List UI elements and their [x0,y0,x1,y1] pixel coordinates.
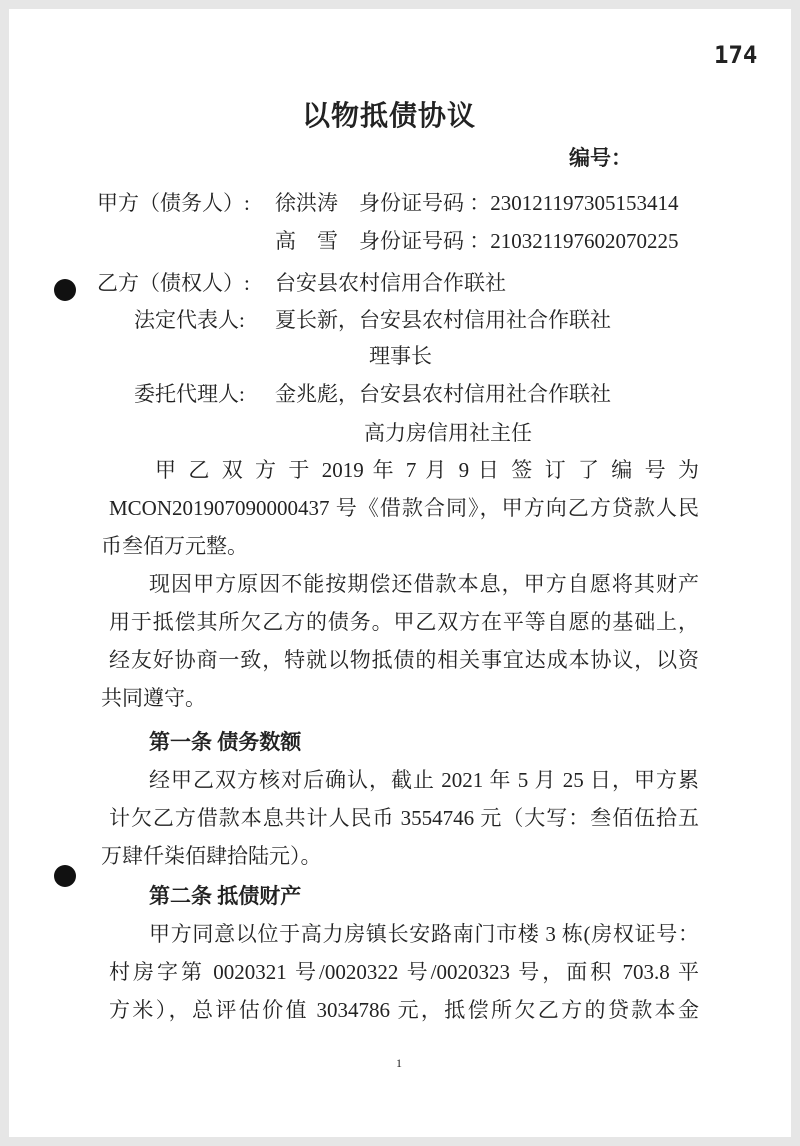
agent-label: 委托代理人: [134,382,245,406]
legal-rep-label: 法定代表人: [134,308,245,332]
page-stamp: 174 [714,41,758,69]
debtor1-name: 徐洪涛 [275,191,338,215]
party-b-name: 台安县农村信用合作联社 [275,271,506,295]
paragraph-line: 经友好协商一致，特就以物抵债的相关事宜达成本协议，以资 [109,648,699,672]
paragraph-line: 村房字第 0020321 号/0020322 号/0020323 号，面积 703.8 平 [109,960,699,984]
document-title: 以物抵债协议 [302,101,477,132]
binder-hole [54,865,76,887]
debtor2-name: 高 雪 [275,229,338,253]
debtor2-id: 身份证号码 ：210321197602070225 [359,229,679,253]
paragraph-line: 现因甲方原因不能按期偿还借款本息，甲方自愿将其财产 [149,572,699,596]
legal-rep-value: 夏长新，台安县农村信用社合作联社 [275,308,611,332]
party-a-label: 甲方（债务人）: [97,191,250,215]
document-page [9,9,791,1137]
legal-rep-title: 理事长 [369,344,432,368]
article-1-heading: 第一条 债务数额 [149,730,302,754]
agent-value: 金兆彪，台安县农村信用社合作联社 [275,382,611,406]
footer-page-number: 1 [396,1056,402,1070]
article-2-heading: 第二条 抵债财产 [149,884,302,908]
agent-title: 高力房信用社主任 [364,421,532,445]
paragraph-line: 共同遵守。 [101,686,206,710]
paragraph-line: MCON201907090000437 号《借款合同》，甲方向乙方贷款人民 [109,496,699,520]
paragraph-line: 甲 乙 双 方 于 2019 年 7 月 9 日 签 订 了 编 号 为 [155,458,699,482]
party-b-label: 乙方（债权人）: [97,271,250,295]
binder-hole [54,279,76,301]
paragraph-line: 计欠乙方借款本息共计人民币 3554746 元（大写：叁佰伍拾五 [109,806,699,830]
debtor1-id: 身份证号码 ：230121197305153414 [359,191,679,215]
paragraph-line: 方米），总评估价值 3034786 元，抵偿所欠乙方的贷款本金 [109,998,699,1022]
number-label: 编号： [569,146,632,170]
paragraph-line: 经甲乙双方核对后确认，截止 2021 年 5 月 25 日，甲方累 [149,768,699,792]
paragraph-line: 用于抵偿其所欠乙方的债务。甲乙双方在平等自愿的基础上， [109,610,699,634]
paragraph-line: 万肆仟柒佰肆拾陆元）。 [101,844,322,868]
paragraph-line: 币叁佰万元整。 [101,534,248,558]
paragraph-line: 甲方同意以位于高力房镇长安路南门市楼 3 栋(房权证号： [149,922,699,946]
